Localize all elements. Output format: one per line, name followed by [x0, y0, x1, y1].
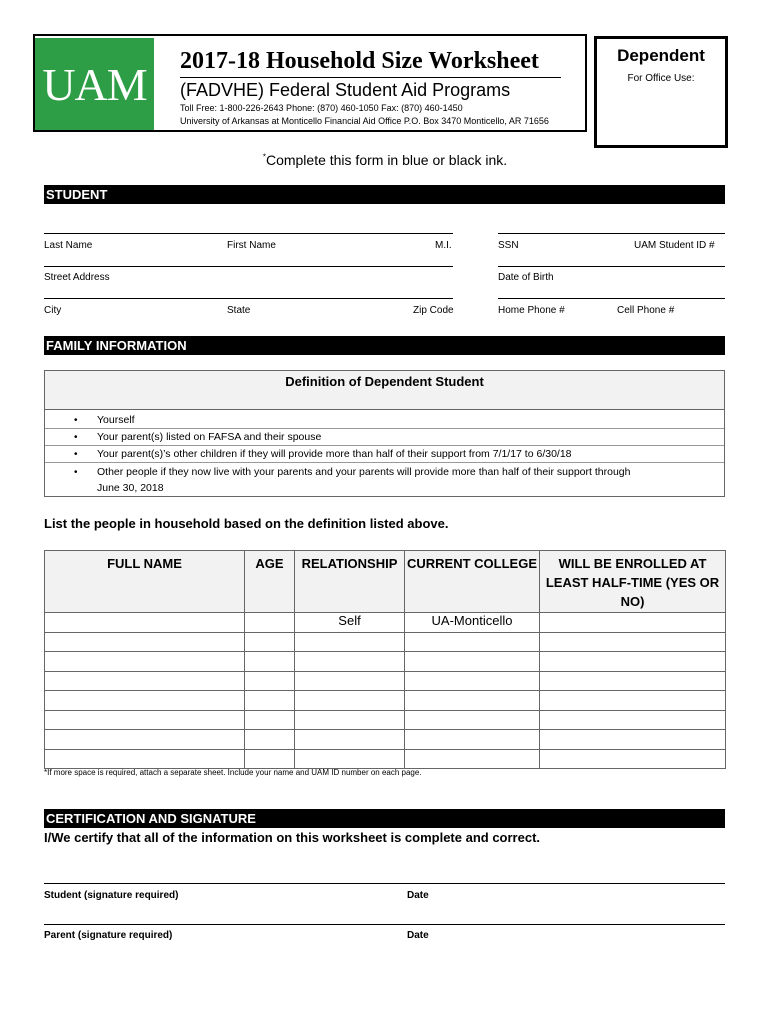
- college-cell[interactable]: [405, 671, 540, 691]
- col-enrolled-half-time: WILL BE ENROLLED AT LEAST HALF-TIME (YES OR NO): [540, 551, 726, 613]
- enrolled-cell[interactable]: [540, 730, 726, 750]
- definition-item: Your parent(s)’s other children if they will provide more than half of their support from 7/1/17 to 6/30/18: [97, 448, 572, 460]
- certification-statement: I/We certify that all of the information on this worksheet is complete and correct.: [44, 830, 541, 845]
- student-date-label: Date: [407, 890, 429, 901]
- city-label: City: [44, 305, 62, 316]
- college-cell[interactable]: [405, 691, 540, 711]
- student-signature-line[interactable]: [44, 883, 725, 884]
- phone-input-line[interactable]: [498, 298, 725, 299]
- col-full-name: FULL NAME: [45, 551, 245, 613]
- enrolled-cell[interactable]: [540, 652, 726, 672]
- relationship-cell[interactable]: [295, 730, 405, 750]
- definition-title: Definition of Dependent Student: [285, 374, 484, 389]
- age-cell[interactable]: [245, 671, 295, 691]
- table-row: [45, 671, 726, 691]
- name-input-line[interactable]: [44, 233, 453, 234]
- age-cell[interactable]: [245, 730, 295, 750]
- logo-text: UAM: [42, 58, 147, 110]
- definition-row-divider: [45, 428, 724, 429]
- definition-item: Yourself: [97, 414, 135, 426]
- definition-item: Your parent(s) listed on FAFSA and their spouse: [97, 431, 322, 443]
- age-cell[interactable]: [245, 749, 295, 769]
- ssn-label: SSN: [498, 240, 519, 251]
- name-cell[interactable]: [45, 710, 245, 730]
- title-underline: [180, 77, 561, 78]
- ink-marker: *: [262, 152, 266, 162]
- relationship-cell[interactable]: [295, 632, 405, 652]
- name-cell[interactable]: [45, 730, 245, 750]
- last-name-label: Last Name: [44, 240, 93, 251]
- dob-input-line[interactable]: [498, 266, 725, 267]
- ink-text: Complete this form in blue or black ink.: [265, 152, 508, 168]
- worksheet-title: 2017-18 Household Size Worksheet: [180, 48, 539, 74]
- definition-row-divider: [45, 445, 724, 446]
- college-cell[interactable]: UA-Monticello: [405, 613, 540, 633]
- contact-address-line: University of Arkansas at Monticello Financial Aid Office P.O. Box 3470 Monticello, AR 71656: [180, 116, 549, 126]
- parent-date-label: Date: [407, 930, 429, 941]
- table-row: [45, 691, 726, 711]
- table-row: [45, 730, 726, 750]
- age-cell[interactable]: [245, 710, 295, 730]
- bullet: •: [74, 467, 78, 478]
- enrolled-cell[interactable]: [540, 613, 726, 633]
- household-list-heading: List the people in household based on the definition listed above.: [44, 516, 449, 531]
- definition-row-divider: [45, 462, 724, 463]
- worksheet-subtitle: (FADVHE) Federal Student Aid Programs: [180, 80, 511, 100]
- age-cell[interactable]: [245, 632, 295, 652]
- relationship-cell[interactable]: [295, 710, 405, 730]
- ssn-id-input-line[interactable]: [498, 233, 725, 234]
- table-row: [45, 632, 726, 652]
- table-row: [45, 710, 726, 730]
- age-cell[interactable]: [245, 691, 295, 711]
- state-label: State: [227, 305, 251, 316]
- student-signature-label: Student (signature required): [44, 890, 179, 901]
- enrolled-cell[interactable]: [540, 632, 726, 652]
- office-use-label: For Office Use:: [627, 73, 695, 84]
- name-cell[interactable]: [45, 691, 245, 711]
- name-cell[interactable]: [45, 749, 245, 769]
- family-section-heading: FAMILY INFORMATION: [44, 336, 725, 355]
- household-table-header: [45, 551, 726, 613]
- col-relationship: RELATIONSHIP: [295, 551, 405, 613]
- enrolled-cell[interactable]: [540, 749, 726, 769]
- relationship-cell[interactable]: [295, 749, 405, 769]
- bullet: •: [74, 432, 78, 443]
- relationship-cell[interactable]: Self: [295, 613, 405, 633]
- name-cell[interactable]: [45, 652, 245, 672]
- extra-space-note: *If more space is required, attach a separate sheet. Include your name and UAM ID number on each page.: [44, 768, 422, 777]
- student-section-heading: STUDENT: [44, 185, 725, 204]
- definition-item-continued: June 30, 2018: [97, 482, 164, 494]
- enrolled-cell[interactable]: [540, 710, 726, 730]
- enrolled-cell[interactable]: [540, 671, 726, 691]
- college-cell[interactable]: [405, 710, 540, 730]
- name-cell[interactable]: [45, 671, 245, 691]
- zip-label: Zip Code: [413, 305, 454, 316]
- home-phone-label: Home Phone #: [498, 305, 565, 316]
- cell-phone-label: Cell Phone #: [617, 305, 675, 316]
- definition-item: Other people if they now live with your parents and your parents will provide more than half of their support through: [97, 466, 631, 478]
- dependency-status: Dependent: [617, 46, 705, 65]
- parent-signature-line[interactable]: [44, 924, 725, 925]
- table-row: [45, 749, 726, 769]
- col-current-college: CURRENT COLLEGE: [405, 551, 540, 613]
- street-address-label: Street Address: [44, 272, 110, 283]
- enrolled-cell[interactable]: [540, 691, 726, 711]
- first-name-label: First Name: [227, 240, 276, 251]
- college-cell[interactable]: [405, 632, 540, 652]
- mi-label: M.I.: [435, 240, 452, 251]
- certification-section-heading: CERTIFICATION AND SIGNATURE: [44, 809, 725, 828]
- parent-signature-label: Parent (signature required): [44, 930, 173, 941]
- bullet: •: [74, 415, 78, 426]
- ink-instruction: [0, 152, 770, 168]
- relationship-cell[interactable]: [295, 652, 405, 672]
- college-cell[interactable]: [405, 652, 540, 672]
- name-cell[interactable]: [45, 613, 245, 633]
- col-age: AGE: [245, 551, 295, 613]
- bullet: •: [74, 449, 78, 460]
- relationship-cell[interactable]: [295, 691, 405, 711]
- age-cell[interactable]: [245, 652, 295, 672]
- dob-label: Date of Birth: [498, 272, 554, 283]
- college-cell[interactable]: [405, 730, 540, 750]
- table-row: [45, 652, 726, 672]
- city-input-line[interactable]: [44, 298, 453, 299]
- street-input-line[interactable]: [44, 266, 453, 267]
- uam-logo: [35, 38, 154, 130]
- relationship-cell[interactable]: [295, 671, 405, 691]
- student-id-label: UAM Student ID #: [634, 240, 715, 251]
- table-row: [45, 613, 726, 633]
- college-cell[interactable]: [405, 749, 540, 769]
- household-table: [44, 550, 726, 769]
- age-cell[interactable]: [245, 613, 295, 633]
- name-cell[interactable]: [45, 632, 245, 652]
- contact-phone-line: Toll Free: 1-800-226-2643 Phone: (870) 460-1050 Fax: (870) 460-1450: [180, 103, 463, 113]
